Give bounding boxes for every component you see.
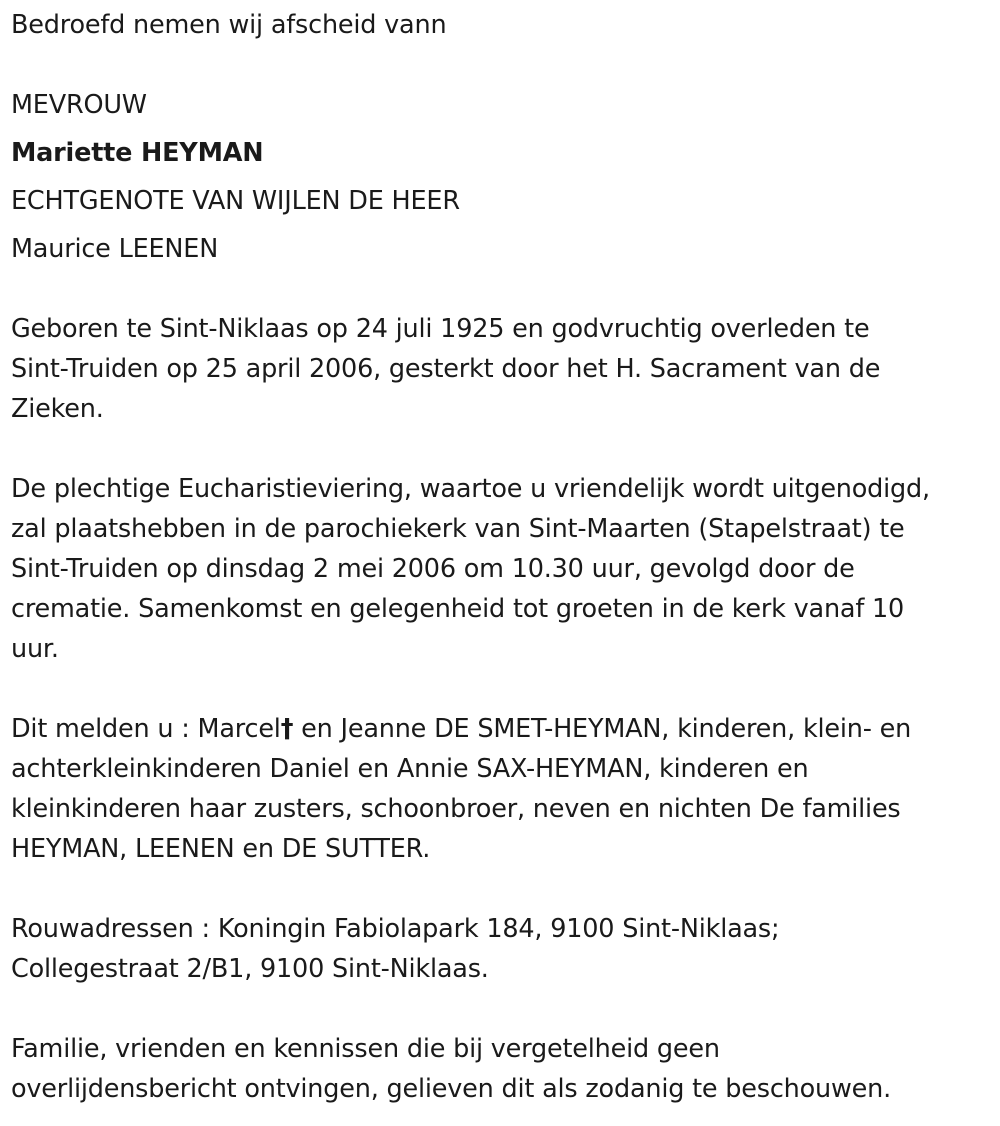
announce-line: HEYMAN, LEENEN en DE SUTTER. (11, 834, 431, 864)
announce-text-end: en Jeanne DE SMET-HEYMAN, kinderen, klein- en (293, 714, 912, 744)
service-line: De plechtige Eucharistieviering, waartoe u vriendelijk wordt uitgenodigd, (11, 474, 930, 504)
closing-line: Familie, vrienden en kennissen die bij vergetelheid geen (11, 1034, 720, 1064)
announce-text-start: Dit melden u : Marcel (11, 714, 281, 744)
birth-line: Sint-Truiden op 25 april 2006, gesterkt door het H. Sacrament van de (11, 354, 881, 384)
birth-line: Zieken. (11, 394, 104, 424)
deceased-name: Mariette HEYMAN (11, 138, 264, 168)
spouse-title: ECHTGENOTE VAN WIJLEN DE HEER (11, 186, 460, 216)
announce-line: kleinkinderen haar zusters, schoonbroer, neven en nichten De families (11, 794, 901, 824)
announce-line (11, 709, 911, 749)
service-paragraph (11, 469, 930, 669)
closing-paragraph (11, 1029, 891, 1109)
service-line: zal plaatshebben in de parochiekerk van Sint-Maarten (Stapelstraat) te (11, 514, 905, 544)
cross-icon: † (280, 714, 294, 744)
announce-line: achterkleinkinderen Daniel en Annie SAX-HEYMAN, kinderen en (11, 754, 809, 784)
service-line: uur. (11, 634, 59, 664)
address-paragraph (11, 909, 779, 989)
intro-line: Bedroefd nemen wij afscheid vann (11, 10, 447, 40)
service-line: Sint-Truiden op dinsdag 2 mei 2006 om 10.30 uur, gevolgd door de (11, 554, 855, 584)
address-line: Rouwadressen : Koningin Fabiolapark 184, 9100 Sint-Niklaas; (11, 914, 780, 944)
birth-paragraph (11, 309, 880, 429)
address-line: Collegestraat 2/B1, 9100 Sint-Niklaas. (11, 954, 489, 984)
closing-line: overlijdensbericht ontvingen, gelieven dit als zodanig te beschouwen. (11, 1074, 892, 1104)
announcement-paragraph (11, 709, 911, 869)
service-line: crematie. Samenkomst en gelegenheid tot groeten in de kerk vanaf 10 (11, 594, 905, 624)
title-mevrouw: MEVROUW (11, 90, 147, 120)
birth-line: Geboren te Sint-Niklaas op 24 juli 1925 en godvruchtig overleden te (11, 314, 870, 344)
spouse-name: Maurice LEENEN (11, 234, 219, 264)
